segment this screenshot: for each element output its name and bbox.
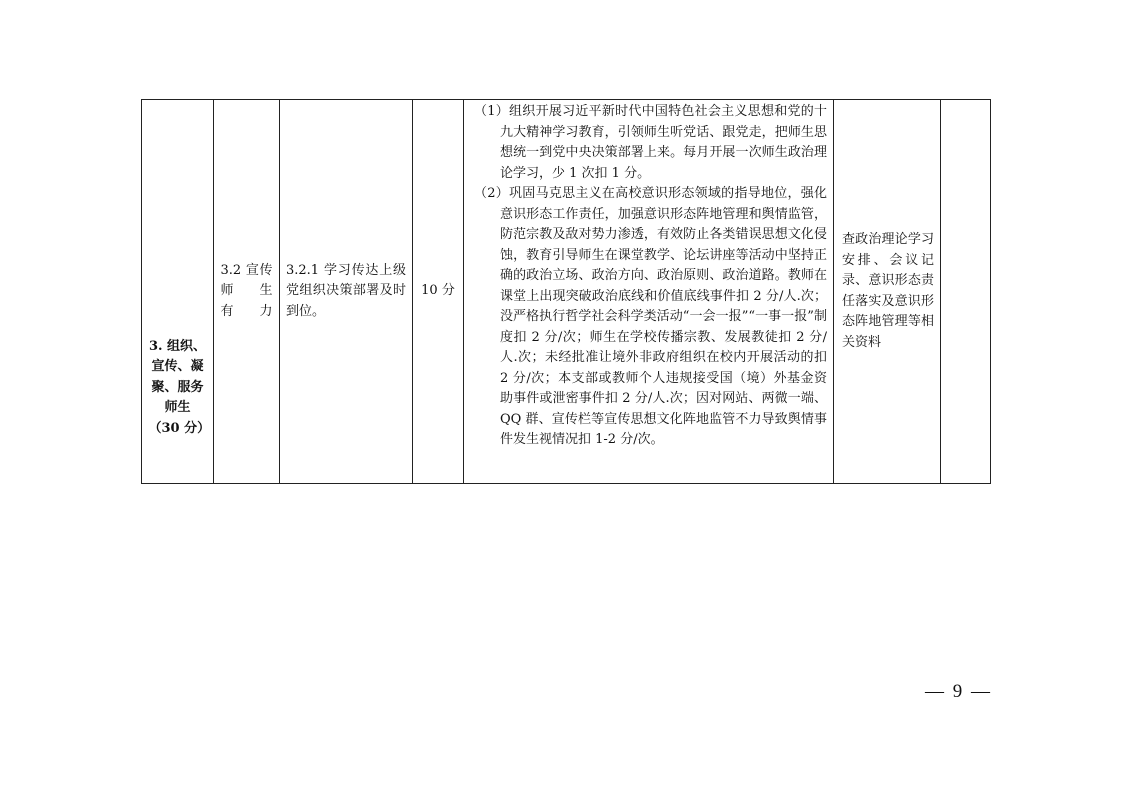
subcategory-line: 师 生	[220, 283, 273, 299]
category-line: 3. 组织、	[148, 338, 207, 354]
category-line: 师生	[164, 400, 191, 415]
category-line: 聚、服务	[151, 379, 204, 395]
evaluation-table	[141, 99, 991, 484]
table-row	[142, 100, 991, 484]
standard-paragraph: （1）组织开展习近平新时代中国特色社会主义思想和党的十九大精神学习教育，引领师生听党话、跟党走，把师生思想统一到党中央决策部署上来。每月开展一次师生政治理论学习，少 1 次扣 1 分。	[474, 104, 827, 181]
method-text: 查政治理论学习安排、会议记录、意识形态责任落实及意识形态阵地管理等相关资料	[842, 232, 934, 350]
page-number: — 9 —	[925, 681, 992, 702]
method-cell	[834, 100, 941, 484]
category-cell	[142, 100, 214, 484]
score-value: 10 分	[421, 283, 455, 299]
item-cell	[280, 100, 413, 484]
category-line: 宣传、凝	[151, 359, 204, 374]
remark-cell	[941, 100, 991, 484]
score-cell	[413, 100, 464, 484]
standard-paragraph: （2）巩固马克思主义在高校意识形态领域的指导地位，强化意识形态工作责任，加强意识形态阵地管理和舆情监管，防范宗教及敌对势力渗透，有效防止各类错误思想文化侵蚀，教育引导师生在课堂教学、论坛讲座等活动中坚持正确的政治立场、政治方向、政治原则、政治道路。教师在课堂上出现突破政治底线和价值底线事件扣 2 分/人.次；没严格执行哲学社会科学类活动“一会一报”“一事一报”制度扣 2 分/次；师生在学校传播宗教、发展教徒扣 2 分/人.次；未经批准让境外非政府组织在校内开展活动的扣 2 分/次；本支部或教师个人违规接受国（境）外基金资助事件或泄密事件扣 2 分/人.次；因对网站、两微一端、QQ 群、宣传栏等宣传思想文化阵地监管不力导致舆情事件发生视情况扣 1-2 分/次。	[474, 186, 827, 447]
subcategory-line: 3.2 宣传	[220, 262, 273, 278]
category-line: （30 分）	[148, 420, 211, 436]
item-text: 3.2.1 学习传达上级党组织决策部署及时到位。	[286, 262, 406, 319]
standards-cell	[464, 100, 834, 484]
subcategory-cell	[214, 100, 280, 484]
subcategory-line: 有力	[220, 303, 273, 319]
